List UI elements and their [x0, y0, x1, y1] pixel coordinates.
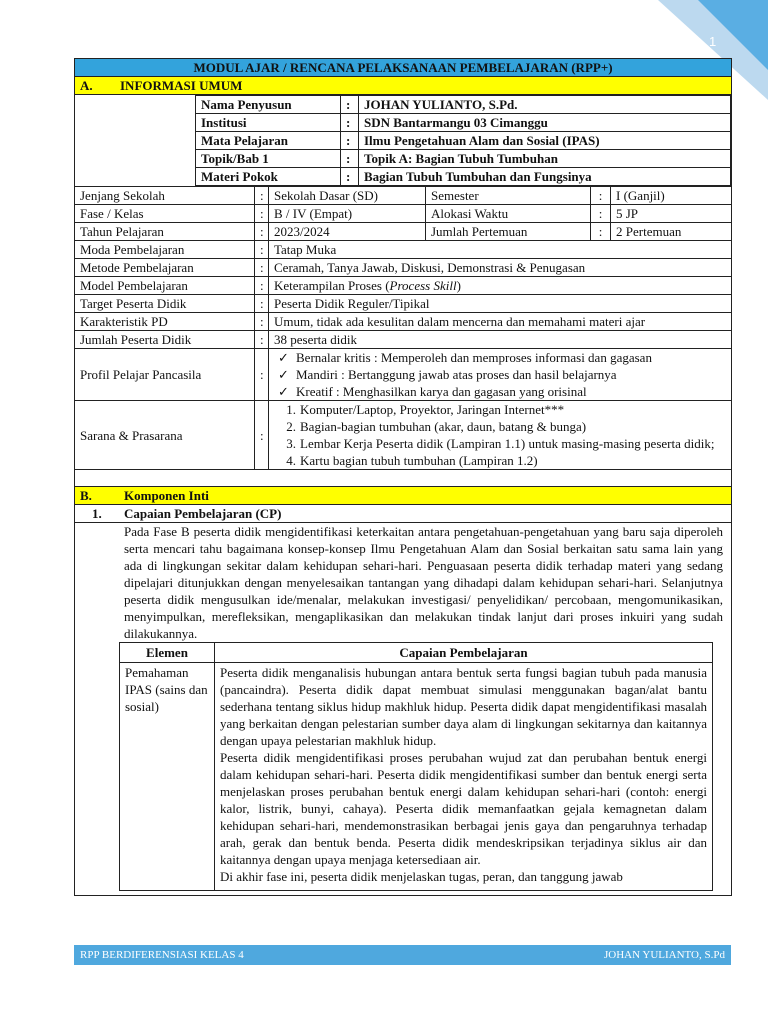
cp-table [119, 642, 713, 891]
cp-table-header-capaian: Capaian Pembelajaran [215, 643, 713, 663]
row-metode: Metode Pembelajaran : Ceramah, Tanya Jawab, Diskusi, Demonstrasi & Penugasan [75, 259, 732, 277]
info-row-mapel: Mata Pelajaran : Ilmu Pengetahuan Alam dan Sosial (IPAS) [196, 132, 731, 150]
page-number: 1 [709, 34, 717, 49]
list-item: 4. Kartu bagian tubuh tumbuhan (Lampiran 1.2) [286, 453, 538, 468]
cp-table-header-elemen: Elemen [120, 643, 215, 663]
row-tahun: Tahun Pelajaran : 2023/2024 Jumlah Pertemuan : 2 Pertemuan [75, 223, 732, 241]
row-moda: Moda Pembelajaran : Tatap Muka [75, 241, 732, 259]
section-a-letter: A. [80, 78, 93, 93]
sarana-list [274, 401, 726, 469]
checkmark-icon: ✓ [278, 367, 289, 382]
list-item: 1. Komputer/Laptop, Proyektor, Jaringan Internet*** [286, 402, 565, 417]
row-jenjang: Jenjang Sekolah : Sekolah Dasar (SD) Semester : I (Ganjil) [75, 187, 732, 205]
row-sarana: Sarana & Prasarana : 1. Komputer/Laptop, Proyektor, Jaringan Internet*** 2. Bagian-bagian tumbuhan (akar, daun, batang & bunga) 3. Lembar Kerja Peserta didik (Lampiran 1.1) untuk masing-masing peserta didik; 4. Kartu bagian tubuh tumbuhan (Lampiran 1.2) [75, 401, 732, 470]
page-footer [74, 945, 731, 965]
footer-left: RPP BERDIFERENSIASI KELAS 4 [80, 949, 244, 961]
row-target: Target Peserta Didik : Peserta Didik Reguler/Tipikal [75, 295, 732, 313]
info-row-institusi: Institusi : SDN Bantarmangu 03 Cimanggu [196, 114, 731, 132]
section-b-heading [75, 487, 732, 505]
section-a-label: INFORMASI UMUM [120, 78, 243, 93]
info-row-topik: Topik/Bab 1 : Topik A: Bagian Tubuh Tumbuhan [196, 150, 731, 168]
section-b-letter: B. [80, 488, 92, 503]
profil-list [274, 349, 726, 400]
cp-capaian-paragraph: Di akhir fase ini, peserta didik menjelaskan tugas, peran, dan tanggung jawab [220, 869, 623, 884]
document-title: MODUL AJAR / RENCANA PELAKSANAAN PEMBELAJARAN (RPP+) [75, 59, 732, 77]
spacer-row [75, 470, 732, 487]
rpp-table [74, 58, 732, 896]
list-item: 3. Lembar Kerja Peserta didik (Lampiran 1.1) untuk masing-masing peserta didik; [286, 436, 715, 451]
cp-capaian-paragraph: Peserta didik mengidentifikasi proses perubahan wujud zat dan perubahan bentuk energi dalam kehidupan sehari-hari. Peserta didik mengidentifikasi sumber dan bentuk energi serta menjelaskan proses perubahan bentuk energi dalam kehidupan sehari-hari (contoh: energi kalor, listrik, bunyi, cahaya). Peserta didik memanfaatkan gejala kemagnetan dalam kehidupan sehari-hari, mendemonstrasikan berbagai jenis gaya dan pengaruhnya terhadap arah, gerak dan bentuk benda. Peserta didik mendeskripsikan terjadinya siklus air dan kaitannya dengan upaya menjaga ketersediaan air. [220, 750, 707, 867]
cp-label: Capaian Pembelajaran (CP) [124, 506, 282, 521]
row-profil: Profil Pelajar Pancasila : ✓ Bernalar kritis : Memperoleh dan memproses informasi dan gagasan ✓ Mandiri : Bertanggung jawab atas proses dan hasil belajarnya ✓ Kreatif : Menghasilkan karya dan gagasan yang orisinal [75, 349, 732, 401]
cp-heading [75, 505, 732, 523]
info-row-materi: Materi Pokok : Bagian Tubuh Tumbuhan dan Fungsinya [196, 168, 731, 186]
table-row [120, 663, 713, 891]
row-karakteristik: Karakteristik PD : Umum, tidak ada kesulitan dalam mencerna dan memahami materi ajar [75, 313, 732, 331]
cp-paragraph: Pada Fase B peserta didik mengidentifikasi keterkaitan antara pengetahuan-pengetahuan yang baru saja diperoleh serta mencari tahu bagaimana konsep-konsep Ilmu Pengetahuan Alam dan Sosial berkaitan satu sama lain yang ada di lingkungan sekitar dalam kehidupan sehari-hari. Penguasaan peserta didik terhadap materi yang sedang dipelajari ditunjukkan dengan menyelesaikan tantangan yang dihadapi dalam kehidupan sehari-hari. Selanjutnya peserta didik mengusulkan ide/menalar, melakukan investigasi/ penyelidikan/ percobaan, mengomunikasikan, menyimpulkan, merefleksikan, mengaplikasikan dan melakukan tindak lanjut dari proses inkuiri yang sudah dilakukannya. [124, 524, 724, 641]
list-item: ✓ Bernalar kritis : Memperoleh dan memproses informasi dan gagasan [278, 350, 652, 365]
info-row-penyusun: Nama Penyusun : JOHAN YULIANTO, S.Pd. [196, 96, 731, 114]
footer-right: JOHAN YULIANTO, S.Pd [603, 949, 725, 961]
row-model: Model Pembelajaran : Keterampilan Proses (Process Skill) [75, 277, 732, 295]
cp-capaian-paragraph: Peserta didik menganalisis hubungan antara bentuk serta fungsi bagian tubuh pada manusia (pancaindra). Peserta didik dapat membuat simulasi menggunakan bagan/alat bantu sederhana tentang siklus hidup makhluk hidup. Peserta didik dapat mengidentifikasi masalah yang berkaitan dengan pelestarian sumber daya alam di lingkungan sekitarnya dan kaitannya dengan upaya pelestarian makhluk hidup. [220, 665, 707, 748]
info-header-grid [195, 95, 731, 186]
cp-elemen: Pemahaman IPAS (sains dan sosial) [120, 663, 215, 891]
section-a-heading [75, 77, 732, 95]
cp-number: 1. [92, 506, 102, 521]
checkmark-icon: ✓ [278, 384, 289, 399]
list-item: 2. Bagian-bagian tumbuhan (akar, daun, batang & bunga) [286, 419, 587, 434]
row-jumlah: Jumlah Peserta Didik : 38 peserta didik [75, 331, 732, 349]
list-item: ✓ Kreatif : Menghasilkan karya dan gagasan yang orisinal [278, 384, 587, 399]
row-fase: Fase / Kelas : B / IV (Empat) Alokasi Waktu : 5 JP [75, 205, 732, 223]
checkmark-icon: ✓ [278, 350, 289, 365]
section-b-label: Komponen Inti [124, 488, 209, 503]
list-item: ✓ Mandiri : Bertanggung jawab atas proses dan hasil belajarnya [278, 367, 617, 382]
